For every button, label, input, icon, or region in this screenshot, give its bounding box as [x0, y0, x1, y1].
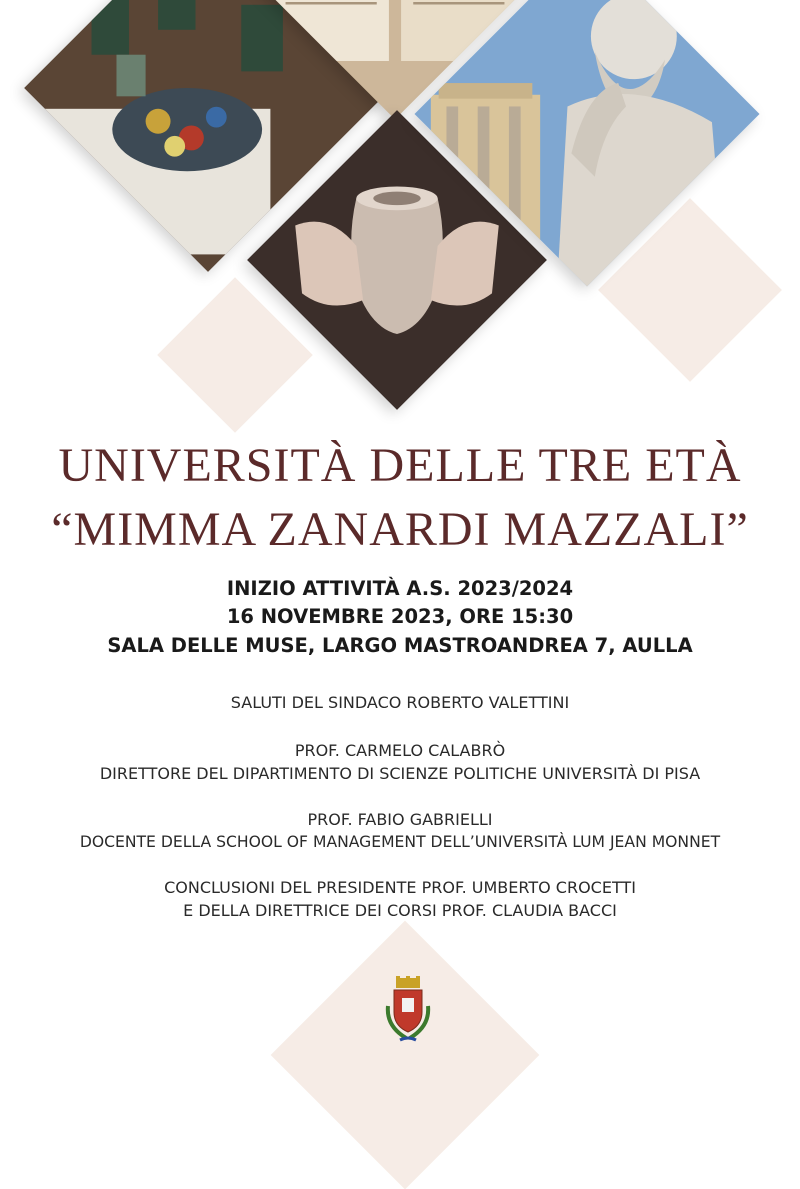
program-line: PROF. FABIO GABRIELLI	[0, 808, 800, 831]
program-item-conclusions	[0, 876, 800, 922]
program-line: DOCENTE DELLA SCHOOL OF MANAGEMENT DELL’UNIVERSITÀ LUM JEAN MONNET	[0, 831, 800, 854]
municipal-crest-icon	[380, 976, 436, 1048]
page-title: UNIVERSITÀ DELLE TRE ETÀ	[0, 438, 800, 493]
program-item-calabro	[0, 739, 800, 785]
program-line: E DELLA DIRETTRICE DEI CORSI PROF. CLAUDIA BACCI	[0, 899, 800, 922]
program-line: SALUTI DEL SINDACO ROBERTO VALETTINI	[0, 691, 800, 714]
program-line: CONCLUSIONI DEL PRESIDENTE PROF. UMBERTO CROCETTI	[0, 876, 800, 899]
program-line: DIRETTORE DEL DIPARTIMENTO DI SCIENZE POLITICHE UNIVERSITÀ DI PISA	[0, 762, 800, 785]
event-start: INIZIO ATTIVITÀ A.S. 2023/2024	[0, 577, 800, 600]
event-venue: SALA DELLE MUSE, LARGO MASTROANDREA 7, AULLA	[0, 634, 800, 657]
page-subtitle: “MIMMA ZANARDI MAZZALI”	[0, 502, 800, 557]
program-line: PROF. CARMELO CALABRÒ	[0, 739, 800, 762]
event-date: 16 NOVEMBRE 2023, ORE 15:30	[0, 605, 800, 628]
program-item-gabrielli	[0, 808, 800, 854]
bg-diamond-bottom	[271, 921, 540, 1189]
program-item-greetings	[0, 691, 800, 714]
